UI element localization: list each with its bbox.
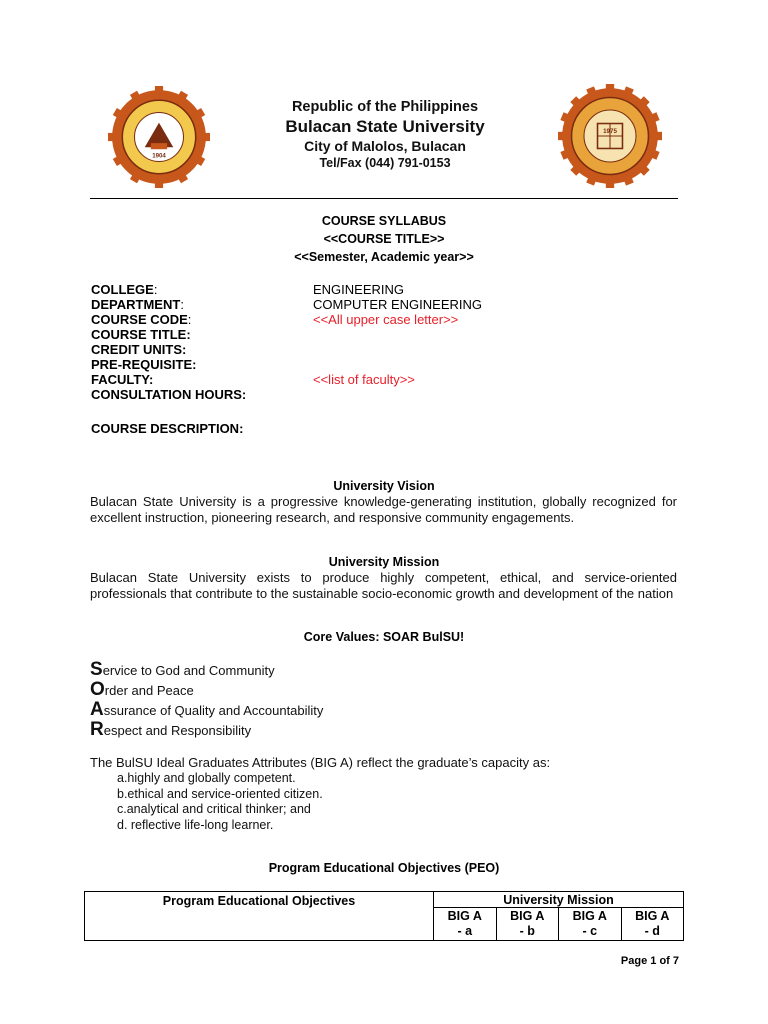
soar-list — [90, 660, 323, 740]
core-values-title: Core Values: SOAR BulSU! — [303, 630, 465, 644]
soar-letter: R — [90, 719, 104, 740]
soar-letter: A — [90, 699, 104, 720]
big-a-suffix: - a — [457, 924, 473, 938]
course-info — [91, 282, 681, 402]
colon: : — [153, 282, 158, 297]
info-row-prerequisite — [91, 357, 681, 372]
list-item: d. reflective life-long learner. — [117, 818, 274, 833]
big-a-header — [559, 908, 622, 941]
semester-placeholder: <<Semester, Academic year>> — [294, 250, 474, 264]
prerequisite-label: PRE-REQUISITE: — [91, 357, 197, 372]
city-line: City of Malolos, Bulacan — [304, 138, 466, 154]
big-a-label: BIG A — [510, 909, 545, 923]
university-name: Bulacan State University — [285, 117, 485, 136]
info-row-credit-units — [91, 342, 681, 357]
mission-text: Bulacan State University exists to produce highly competent, ethical, and service-oriented professionals that contribute to the sustainable socio-economic growth and development of the nation — [90, 570, 677, 601]
soar-text: rder and Peace — [104, 683, 194, 698]
soar-item-s — [90, 660, 323, 680]
info-row-consultation — [91, 387, 681, 402]
vision-title: University Vision — [333, 479, 435, 493]
big-a-header — [621, 908, 684, 941]
big-a-header — [496, 908, 559, 941]
big-a-label: BIG A — [447, 909, 482, 923]
colon: : — [187, 312, 192, 327]
credit-units-label: CREDIT UNITS: — [91, 342, 187, 357]
svg-text:1975: 1975 — [603, 127, 617, 135]
department-label: DEPARTMENT — [91, 297, 181, 312]
soar-text: ssurance of Quality and Accountability — [103, 703, 324, 718]
info-row-department — [91, 297, 681, 312]
course-code-label: COURSE CODE — [91, 312, 188, 327]
mission-title: University Mission — [328, 555, 440, 569]
college-label: COLLEGE — [91, 282, 154, 297]
colon: : — [180, 297, 184, 312]
big-a-label: BIG A — [635, 909, 670, 923]
consultation-label: CONSULTATION HOURS: — [91, 387, 247, 402]
telfax-line: Tel/Fax (044) 791-0153 — [319, 156, 451, 170]
soar-text: espect and Responsibility — [103, 723, 252, 738]
list-item: c.analytical and critical thinker; and — [117, 802, 311, 817]
course-title-label: COURSE TITLE: — [91, 327, 191, 342]
soar-item-o — [90, 680, 323, 700]
big-a-header — [434, 908, 497, 941]
college-value: ENGINEERING — [313, 282, 405, 297]
big-a-list — [117, 771, 323, 834]
info-row-course-code — [91, 312, 681, 327]
course-title-placeholder: <<COURSE TITLE>> — [323, 232, 445, 246]
info-row-college — [91, 282, 681, 297]
soar-item-a — [90, 700, 323, 720]
list-item: a.highly and globally competent. — [117, 771, 296, 785]
course-code-value: <<All upper case letter>> — [313, 312, 459, 327]
republic-line: Republic of the Philippines — [291, 99, 479, 115]
university-mission-header: University Mission — [434, 892, 684, 908]
info-row-course-title — [91, 327, 681, 342]
bulacan-state-university-seal — [108, 86, 210, 188]
faculty-value: <<list of faculty>> — [313, 372, 415, 387]
peo-title: Program Educational Objectives (PEO) — [268, 861, 500, 875]
vision-text: Bulacan State University is a progressive knowledge-generating institution, globally recognized for excellent instruction, pioneering research, and responsive community engagements. — [90, 494, 677, 525]
big-a-suffix: - c — [582, 924, 598, 938]
department-value: COMPUTER ENGINEERING — [313, 297, 483, 312]
soar-letter: O — [90, 679, 105, 700]
list-item: b.ethical and service-oriented citizen. — [117, 786, 323, 801]
peo-column-header: Program Educational Objectives — [85, 892, 434, 941]
big-a-suffix: - d — [644, 924, 660, 938]
page-number: Page 1 of 7 — [620, 955, 679, 967]
university-header — [230, 98, 540, 171]
big-a-suffix: - b — [519, 924, 535, 938]
soar-text: ervice to God and Community — [102, 663, 275, 678]
header-divider — [90, 198, 678, 199]
college-of-engineering-seal — [558, 84, 662, 188]
syllabus-heading: COURSE SYLLABUS — [321, 214, 447, 228]
soar-letter: S — [90, 659, 103, 680]
svg-text:1904: 1904 — [152, 152, 166, 160]
peo-table — [84, 891, 684, 941]
course-description-label: COURSE DESCRIPTION: — [91, 421, 244, 436]
syllabus-titles — [90, 212, 678, 266]
faculty-label: FACULTY: — [91, 372, 154, 387]
big-a-intro: The BulSU Ideal Graduates Attributes (BIG A) reflect the graduate’s capacity as: — [90, 755, 551, 770]
info-row-faculty — [91, 372, 681, 387]
big-a-label: BIG A — [572, 909, 607, 923]
soar-item-r — [90, 720, 323, 740]
